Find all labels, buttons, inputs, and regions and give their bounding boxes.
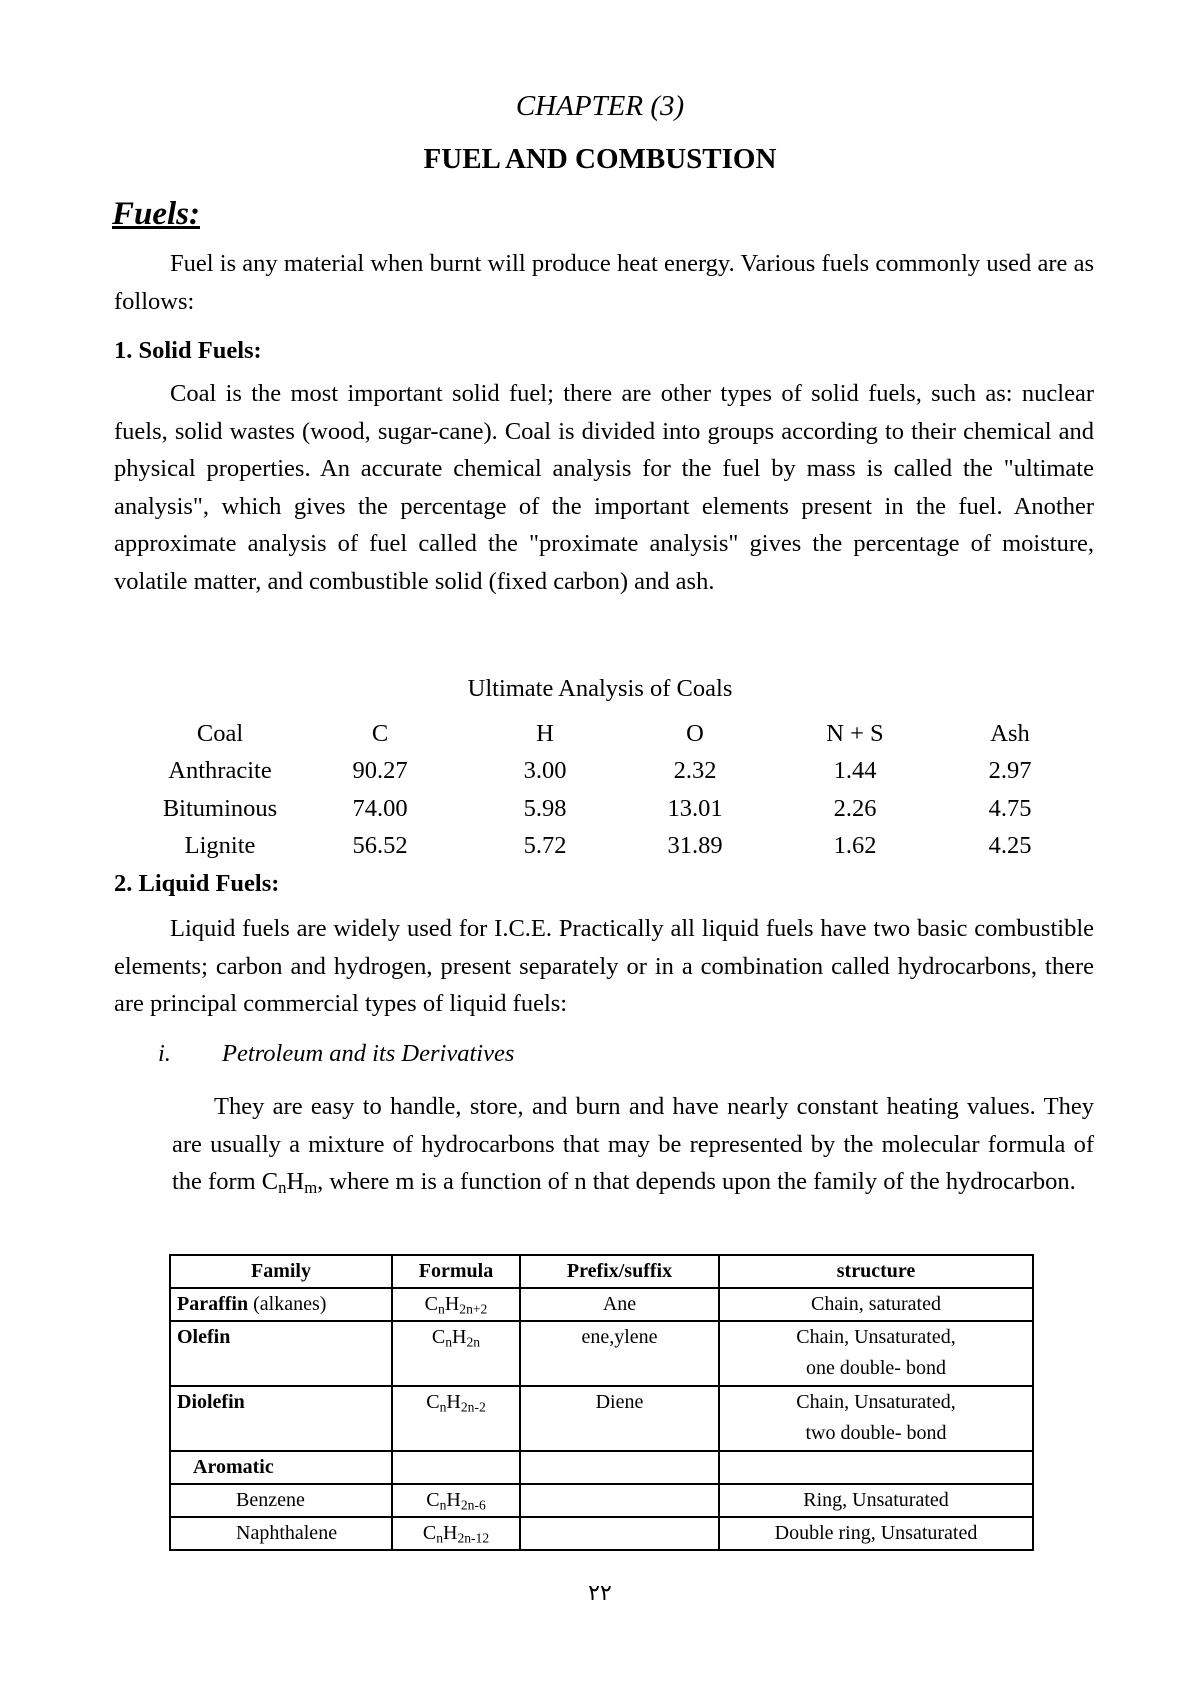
table-cell: 56.52 <box>352 832 408 860</box>
intro-paragraph <box>114 245 1094 320</box>
structure-line: one double- bond <box>806 1357 946 1379</box>
col-header: O <box>686 719 704 747</box>
subscript: 2n-12 <box>457 1530 490 1546</box>
table-row <box>170 1386 1033 1451</box>
prefix-cell <box>520 1484 719 1517</box>
subsection-title: Petroleum and its Derivatives <box>222 1040 515 1067</box>
table-cell: Bituminous <box>162 794 278 822</box>
subscript: 2n-2 <box>460 1399 486 1415</box>
formula-cell <box>392 1321 520 1386</box>
table-row <box>150 753 1080 791</box>
solid-fuels-heading: 1. Solid Fuels: <box>114 337 262 364</box>
formula-c: C <box>431 1326 446 1348</box>
formula-c: C <box>422 1522 437 1544</box>
table-cell: 5.72 <box>523 832 567 860</box>
formula-cell <box>392 1386 520 1451</box>
table-cell: 13.01 <box>667 794 723 822</box>
table-header-row <box>170 1255 1033 1288</box>
subscript: n <box>445 1334 453 1350</box>
table-row <box>170 1484 1033 1517</box>
family-name: Paraffin <box>177 1293 249 1315</box>
formula-h: H <box>446 1489 461 1511</box>
structure-line: Chain, Unsaturated, <box>796 1391 956 1413</box>
ultimate-analysis-table <box>150 715 1080 865</box>
solid-fuels-paragraph <box>114 375 1094 600</box>
subscript: n <box>278 1178 287 1198</box>
subscript: m <box>304 1178 318 1198</box>
family-cell <box>170 1288 392 1321</box>
table-row <box>170 1451 1033 1484</box>
family-cell: Diolefin <box>170 1386 392 1451</box>
formula-h: H <box>444 1293 460 1315</box>
structure-cell <box>719 1451 1033 1484</box>
chapter-label: CHAPTER (3) <box>515 90 685 122</box>
petroleum-text-part: , where m is a function of n that depends upon the family of the hydrocarbon. <box>317 1168 1076 1195</box>
subscript: n <box>439 1497 447 1513</box>
table-cell: 1.62 <box>833 832 877 860</box>
col-header: structure <box>719 1255 1033 1288</box>
family-cell: Aromatic <box>170 1451 392 1484</box>
solid-fuels-text: Coal is the most important solid fuel; there are other types of solid fuels, such as: nuclear fuels, solid wastes (wood, sugar-cane). Coal is divided into groups according to their chemical and physical properties. An accurate chemical analysis for the fuel by mass is called the "ultimate analysis", which gives the percentage of the important elements present in the fuel. Another approximate analysis of fuel called the "proximate analysis" gives the percentage of moisture, volatile matter, and combustible solid (fixed carbon) and ash. <box>114 380 1094 595</box>
prefix-cell <box>520 1451 719 1484</box>
liquid-fuels-heading: 2. Liquid Fuels: <box>114 870 280 897</box>
prefix-cell: Diene <box>520 1386 719 1451</box>
petroleum-text-part: H <box>286 1168 305 1195</box>
family-cell: Naphthalene <box>170 1517 392 1550</box>
formula-c: C <box>426 1489 440 1511</box>
subscript: 2n+2 <box>459 1301 488 1317</box>
col-header: N + S <box>826 719 884 747</box>
table-row <box>150 828 1080 866</box>
formula-cell <box>392 1451 520 1484</box>
table-row <box>170 1517 1033 1550</box>
structure-line: two double- bond <box>805 1422 947 1444</box>
formula-h: H <box>452 1326 467 1348</box>
formula-c: C <box>424 1293 439 1315</box>
formula-h: H <box>446 1391 461 1413</box>
table-cell: 31.89 <box>667 832 723 860</box>
subscript: 2n-6 <box>460 1497 486 1513</box>
table-cell: 90.27 <box>352 757 408 785</box>
structure-cell <box>719 1386 1033 1451</box>
formula-h: H <box>442 1522 458 1544</box>
table-cell: 4.75 <box>988 794 1032 822</box>
prefix-cell <box>520 1517 719 1550</box>
section-heading: Fuels: <box>112 196 201 232</box>
col-header: Formula <box>392 1255 520 1288</box>
liquid-fuels-paragraph <box>114 910 1094 1023</box>
table-cell: 2.26 <box>833 794 877 822</box>
chapter-title: FUEL AND COMBUSTION <box>423 143 777 175</box>
subscript: n <box>439 1399 447 1415</box>
table-cell: Lignite <box>184 832 256 860</box>
family-cell: Benzene <box>170 1484 392 1517</box>
liquid-fuels-text: Liquid fuels are widely used for I.C.E. Practically all liquid fuels have two basic combustible elements; carbon and hydrogen, present separately or in a combination called hydrocarbons, there are principal commercial types of liquid fuels: <box>114 915 1094 1017</box>
col-header: Prefix/suffix <box>520 1255 719 1288</box>
petroleum-text <box>172 1088 1094 1201</box>
structure-cell <box>719 1321 1033 1386</box>
table-cell: 2.32 <box>673 757 717 785</box>
hydrocarbon-family-table <box>169 1254 1034 1551</box>
family-note: (alkanes) <box>248 1293 327 1315</box>
page-number: ٢٢ <box>588 1580 612 1605</box>
subscript: n <box>438 1301 445 1317</box>
family-cell: Olefin <box>170 1321 392 1386</box>
table-row <box>170 1288 1033 1321</box>
subscript: 2n <box>466 1334 481 1350</box>
prefix-cell: ene,ylene <box>520 1321 719 1386</box>
formula-cell <box>392 1288 520 1321</box>
table-cell: 2.97 <box>988 757 1032 785</box>
petroleum-text-part: They are easy to handle, store, and burn and have nearly constant heating values. They are usually a mixture of hydrocarbons that may be represented by the molecular formula of the form C <box>172 1093 1094 1195</box>
formula-cell <box>392 1484 520 1517</box>
table-cell: 5.98 <box>523 794 567 822</box>
table-row <box>150 790 1080 828</box>
structure-cell: Double ring, Unsaturated <box>719 1517 1033 1550</box>
table-row <box>170 1321 1033 1386</box>
subscript: n <box>436 1530 443 1546</box>
table-header-row <box>150 715 1080 753</box>
formula-c: C <box>426 1391 440 1413</box>
subsection-heading <box>158 1040 514 1068</box>
structure-line: Chain, Unsaturated, <box>796 1326 956 1348</box>
prefix-cell: Ane <box>520 1288 719 1321</box>
col-header: C <box>371 719 389 747</box>
structure-cell: Chain, saturated <box>719 1288 1033 1321</box>
table-cell: 74.00 <box>352 794 408 822</box>
table-cell: 1.44 <box>833 757 877 785</box>
col-header: Ash <box>990 719 1030 747</box>
col-header: Coal <box>196 719 244 747</box>
formula-cell <box>392 1517 520 1550</box>
table-cell: 4.25 <box>988 832 1032 860</box>
col-header: H <box>536 719 554 747</box>
col-header: Family <box>170 1255 392 1288</box>
structure-cell: Ring, Unsaturated <box>719 1484 1033 1517</box>
petroleum-paragraph <box>172 1088 1094 1201</box>
table-cell: 3.00 <box>523 757 567 785</box>
intro-text: Fuel is any material when burnt will produce heat energy. Various fuels commonly used are as follows: <box>114 250 1094 315</box>
table-cell: Anthracite <box>168 757 272 785</box>
ultimate-table-title: Ultimate Analysis of Coals <box>467 675 733 702</box>
subsection-number: i. <box>158 1040 171 1067</box>
